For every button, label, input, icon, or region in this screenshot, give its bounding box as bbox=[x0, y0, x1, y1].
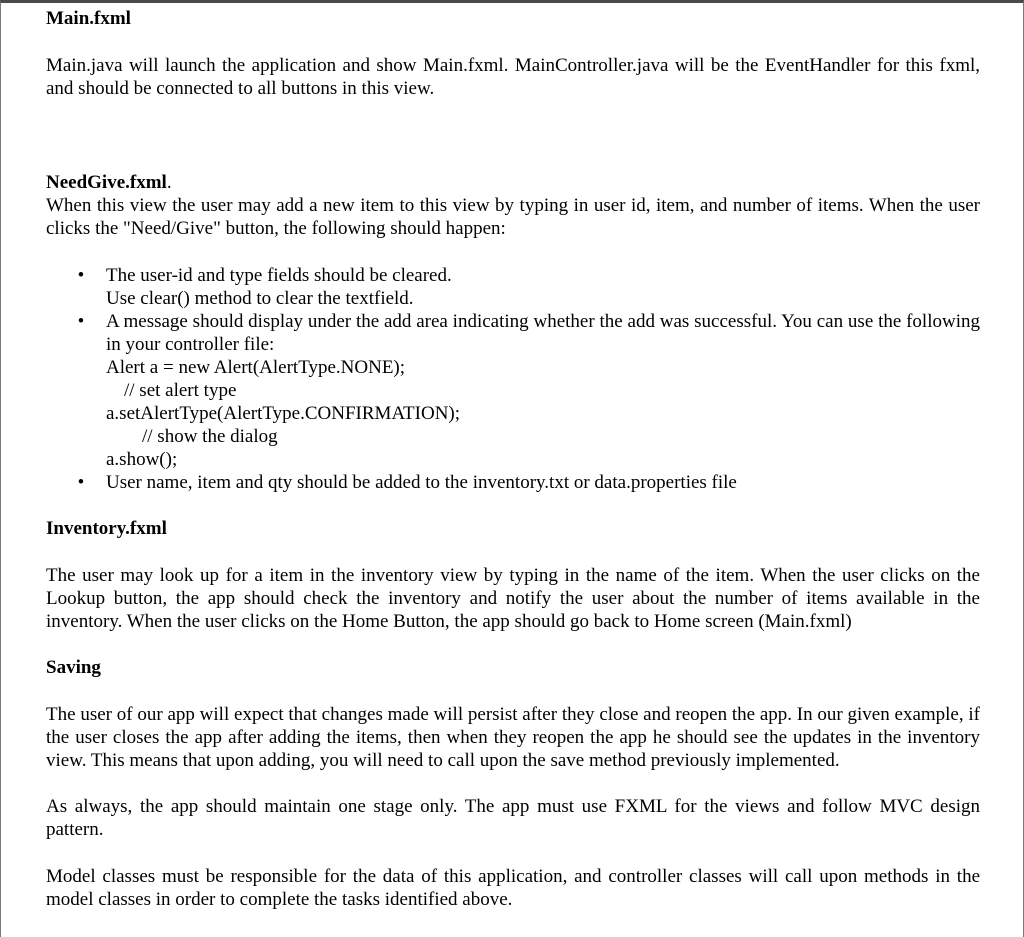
saving-paragraph-persist: The user of our app will expect that changes made will persist after they close and reopen the app. In our given example, if the user closes the app after adding the items, then when they reopen the app he should see the updates in the inventory view. This means that upon adding, you will need to call upon the save method previously implemented. bbox=[46, 704, 980, 771]
main-fxml-heading: Main.fxml bbox=[46, 8, 131, 29]
bullet-item-save-data bbox=[46, 471, 980, 494]
bullet-item-alert-message bbox=[46, 310, 980, 471]
code-comment-line: // set alert type bbox=[124, 380, 237, 401]
bullet-dot-icon: • bbox=[77, 472, 85, 493]
needgive-heading-period: . bbox=[166, 172, 172, 193]
needgive-bullet-list bbox=[46, 264, 980, 494]
inventory-paragraph: The user may look up for a item in the inventory view by typing in the name of the item. When the user clicks on the Lookup button, the app should check the inventory and notify the user about the number of items available in the inventory. When the user clicks on the Home Button, the app should go back to Home screen (Main.fxml) bbox=[46, 565, 980, 632]
saving-heading: Saving bbox=[46, 657, 101, 678]
needgive-paragraph: When this view the user may add a new item to this view by typing in user id, item, and number of items. When the user clicks the "Need/Give" button, the following should happen: bbox=[46, 195, 980, 239]
inventory-fxml-heading: Inventory.fxml bbox=[46, 518, 167, 539]
bullet-dot-icon: • bbox=[77, 265, 85, 286]
bullet-line: The user-id and type fields should be cleared. bbox=[106, 265, 452, 286]
bullet-item-clear-fields bbox=[46, 264, 980, 310]
needgive-heading: NeedGive.fxml bbox=[46, 172, 167, 193]
document-body bbox=[46, 7, 980, 911]
bullet-line: User name, item and qty should be added to the inventory.txt or data.properties file bbox=[106, 472, 737, 493]
saving-paragraph-model-classes: Model classes must be responsible for the data of this application, and controller classes will call upon methods in the model classes in order to complete the tasks identified above. bbox=[46, 866, 980, 910]
code-line: a.show(); bbox=[106, 449, 178, 470]
needgive-heading-line bbox=[46, 171, 980, 194]
code-line: Alert a = new Alert(AlertType.NONE); bbox=[106, 357, 406, 378]
saving-paragraph-one-stage: As always, the app should maintain one stage only. The app must use FXML for the views and follow MVC design pattern. bbox=[46, 796, 980, 840]
bullet-line: A message should display under the add area indicating whether the add was successful. You can use the following in your controller file: bbox=[106, 311, 980, 355]
main-fxml-paragraph: Main.java will launch the application and show Main.fxml. MainController.java will be the EventHandler for this fxml, and should be connected to all buttons in this view. bbox=[46, 55, 980, 99]
code-comment-line: // show the dialog bbox=[142, 426, 278, 447]
bullet-line: Use clear() method to clear the textfield. bbox=[106, 288, 414, 309]
bullet-dot-icon: • bbox=[77, 311, 85, 332]
code-line: a.setAlertType(AlertType.CONFIRMATION); bbox=[106, 403, 461, 424]
